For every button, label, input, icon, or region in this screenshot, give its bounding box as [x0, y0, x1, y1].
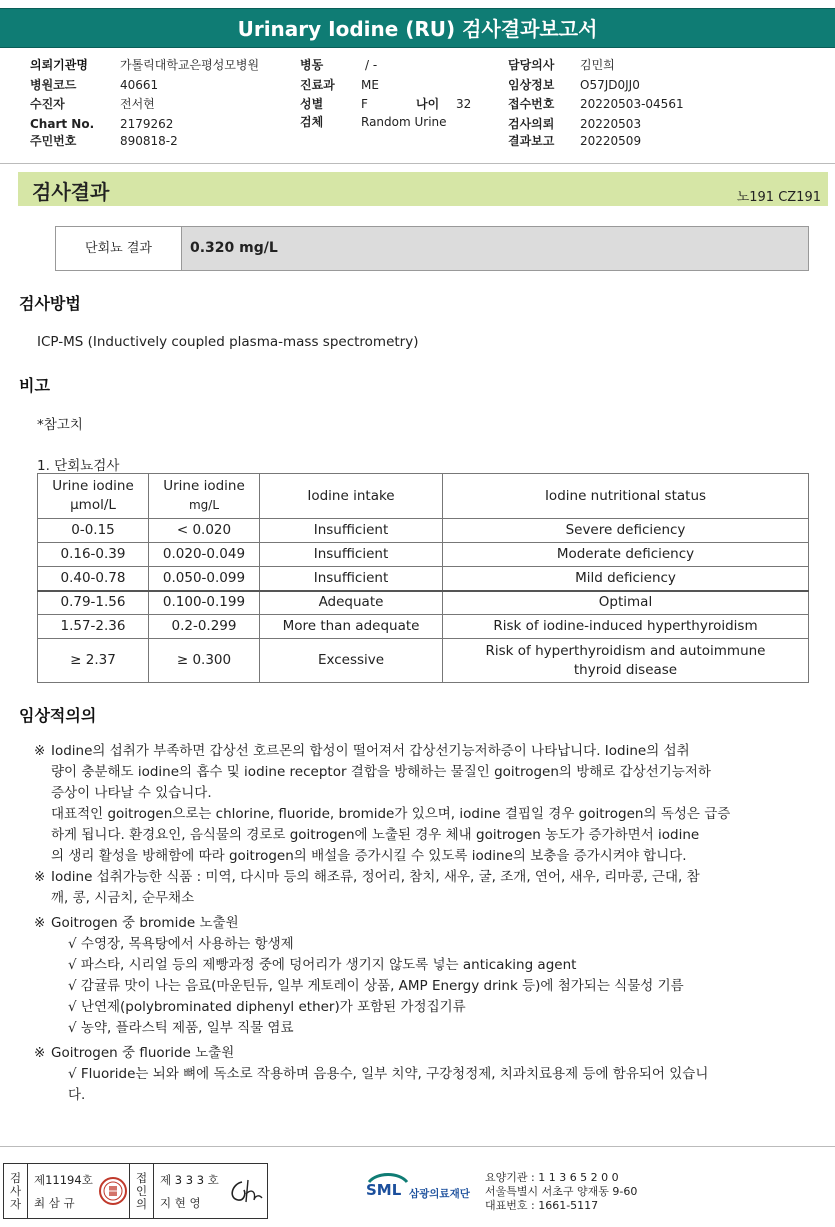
clinical-paragraph-3: ※ Goitrogen 중 bromide 노출원 √ 수영장, 목욕탕에서 사용하는 항생제 √ 파스타, 시리얼 등의 제빵과정 중에 덩어리가 생기지 않도록 넣는 anticaking agent √ 감귤류 맛이 나는 음료(마운틴듀, 일부 게토레이 상품, AMP Energy drink 등)에 첨가되는 식물성 기름 √ 난연제(polybrominated diphenyl ether)가 포함된 가정집기류 √ 농약, 플라스틱 제품, 일부 직물 염료	[34, 913, 794, 1039]
cell: Moderate deficiency	[443, 543, 809, 567]
list-item: √ 파스타, 시리얼 등의 제빵과정 중에 덩어리가 생기지 않도록 넣는 anticaking agent	[68, 957, 577, 973]
cell: Risk of hyperthyroidism and autoimmune thyroid disease	[443, 639, 809, 683]
clinical-paragraph-2: ※ Iodine 섭취가능한 식품 : 미역, 다시마 등의 해조류, 정어리, 참치, 새우, 굴, 조개, 연어, 새우, 리마콩, 근대, 참 깨, 콩, 시금치, 순무채소	[34, 869, 700, 906]
ward-value: / -	[365, 58, 378, 72]
sex-label: 성별	[300, 97, 324, 111]
table-title: 1. 단회뇨검사	[37, 458, 120, 474]
header-intake: Iodine intake	[260, 474, 443, 519]
hospital-code-label: 병원코드	[30, 78, 77, 92]
clinical-text	[34, 741, 794, 1106]
hospital-code-value: 40661	[120, 78, 159, 92]
check-icon: √	[68, 1020, 77, 1036]
check-icon: √	[68, 936, 77, 952]
request-value: 20220503	[580, 117, 642, 131]
institution-value: 가톨릭대학교은평성모병원	[120, 58, 260, 72]
cell: 1.57-2.36	[38, 615, 149, 639]
list-item: √ Fluoride는 뇌와 뼈에 독소로 작용하며 음용수, 일부 치약, 구강청정제, 치과치료용제 등에 함유되어 있습니	[68, 1066, 709, 1082]
lab-code: 요양기관 : 1 1 3 6 5 2 0 0	[485, 1171, 619, 1184]
clinical-label: 임상정보	[508, 78, 555, 92]
cell: Adequate	[260, 591, 443, 615]
signature-icon	[220, 1164, 267, 1218]
doctor-label: 담당의사	[508, 58, 555, 72]
sex-value: F	[361, 97, 368, 111]
list-item: √ 농약, 플라스틱 제품, 일부 직물 염료	[68, 1020, 294, 1036]
clinical-value: O57JD0JJ0	[580, 78, 640, 92]
list-item: 다.	[68, 1087, 86, 1103]
check-icon: √	[68, 957, 77, 973]
chart-label: Chart No.	[30, 117, 95, 131]
cell: Risk of iodine-induced hyperthyroidism	[443, 615, 809, 639]
chart-no: 2179262	[120, 117, 174, 131]
dept-label: 진료과	[300, 78, 335, 92]
inspector-name: 최 삼 규	[34, 1195, 75, 1210]
table-header-row	[38, 474, 809, 519]
clinical-paragraph-1: ※ Iodine의 섭취가 부족하면 갑상선 호르몬의 합성이 떨어져서 갑상선기능저하증이 나타납니다. Iodine의 섭취 량이 충분해도 iodine의 흡수 및 iodine receptor 결합을 방해하는 물질인 goitrogen의 방해로 갑상선기능저하 증상이 나타날 수 있습니다. 대표적인 goitrogen으로는 chlorine, fluoride, bromide가 있으며, iodine 결핍일 경우 goitrogen의 독성은 급증 하게 됩니다. 환경요인, 음식물의 경로로 goitrogen에 노출된 경우 체내 goitrogen 농도가 증가하면서 iodine 의 생리 활성을 방해함에 따라 goitrogen의 배설을 증가시킬 수 있도록 iodine의 보충을 증가시켜야 합니다.	[34, 743, 731, 864]
reference-label: *참고치	[37, 417, 83, 433]
header-status: Iodine nutritional status	[443, 474, 809, 519]
patient-name: 전서현	[120, 97, 155, 111]
result-box	[55, 226, 809, 271]
id-label: 주민번호	[30, 134, 77, 148]
header-mgl: Urine iodine mg/L	[149, 474, 260, 519]
inspector-no: 제11194호	[34, 1172, 93, 1187]
cell: 0.050-0.099	[149, 567, 260, 591]
cell: 0.16-0.39	[38, 543, 149, 567]
result-value: 0.320 mg/L	[182, 227, 808, 270]
table-row	[38, 567, 809, 591]
check-icon: √	[68, 1066, 77, 1082]
list-item: √ 수영장, 목욕탕에서 사용하는 항생제	[68, 936, 294, 952]
list-item: √ 감귤류 맛이 나는 음료(마운틴듀, 일부 게토레이 상품, AMP Energy drink 등)에 첨가되는 식물성 기름	[68, 978, 684, 994]
cell: 0.40-0.78	[38, 567, 149, 591]
age-value: 32	[456, 97, 472, 111]
cell: More than adequate	[260, 615, 443, 639]
cell: Severe deficiency	[443, 519, 809, 543]
doctor-value: 김민희	[580, 58, 615, 72]
doctor-block	[154, 1164, 220, 1218]
signature-box	[3, 1163, 268, 1219]
cell: Excessive	[260, 639, 443, 683]
dept-value: ME	[361, 78, 379, 92]
table-row	[38, 519, 809, 543]
cell: ≥ 0.300	[149, 639, 260, 683]
cell: Mild deficiency	[443, 567, 809, 591]
lab-logo	[365, 1170, 483, 1206]
reference-mark-icon: ※	[34, 1045, 46, 1061]
specimen-label: 검체	[300, 115, 324, 129]
cell: Optimal	[443, 591, 809, 615]
cell: 0.2-0.299	[149, 615, 260, 639]
doctor-vertical-label: 접 인 의	[130, 1164, 154, 1218]
clinical-title: 임상적의의	[19, 706, 97, 725]
doctor-no: 제 3 3 3 호	[160, 1172, 219, 1187]
lab-address: 서울특별시 서초구 양재동 9-60	[485, 1185, 638, 1198]
report-date-value: 20220509	[580, 134, 642, 148]
footer-divider	[0, 1146, 835, 1147]
lab-logo-text: SML	[366, 1181, 402, 1199]
receipt-value: 20220503-04561	[580, 97, 684, 111]
header-divider	[0, 163, 835, 164]
inspector-block	[28, 1164, 96, 1218]
cell: 0.020-0.049	[149, 543, 260, 567]
reference-mark-icon: ※	[34, 915, 46, 931]
patient-label: 수진자	[30, 97, 65, 111]
cell: 0-0.15	[38, 519, 149, 543]
lab-phone: 대표번호 : 1661-5117	[485, 1199, 599, 1212]
specimen-value: Random Urine	[361, 115, 447, 129]
lab-info	[485, 1171, 637, 1213]
reference-table	[37, 473, 809, 683]
method-title: 검사방법	[19, 294, 81, 313]
cell: 0.79-1.56	[38, 591, 149, 615]
cell: 0.100-0.199	[149, 591, 260, 615]
check-icon: √	[68, 999, 77, 1015]
seal-icon	[96, 1164, 130, 1218]
table-row	[38, 543, 809, 567]
cell: ≥ 2.37	[38, 639, 149, 683]
cell: < 0.020	[149, 519, 260, 543]
report-title: Urinary Iodine (RU) 검사결과보고서	[0, 8, 835, 48]
clinical-paragraph-4: ※ Goitrogen 중 fluoride 노출원 √ Fluoride는 뇌와 뼈에 독소로 작용하며 음용수, 일부 치약, 구강청정제, 치과치료용제 등에 함유되어 있습니 다.	[34, 1043, 794, 1106]
header-umol: Urine iodine μmol/L	[38, 474, 149, 519]
cell: Insufficient	[260, 519, 443, 543]
cell: Insufficient	[260, 567, 443, 591]
label: 의뢰기관명	[30, 58, 88, 72]
reference-mark-icon: ※	[34, 743, 46, 759]
table-row	[38, 591, 809, 615]
receipt-label: 접수번호	[508, 97, 555, 111]
info-institution	[30, 58, 88, 72]
ward-label: 병동	[300, 58, 324, 72]
request-label: 검사의뢰	[508, 117, 555, 131]
lab-name: 삼광의료재단	[409, 1188, 470, 1200]
cell: Insufficient	[260, 543, 443, 567]
table-row	[38, 615, 809, 639]
id-no: 890818-2	[120, 134, 178, 148]
report-date-label: 결과보고	[508, 134, 555, 148]
age-label: 나이	[416, 97, 440, 111]
method-text: ICP-MS (Inductively coupled plasma-mass spectrometry)	[37, 334, 419, 350]
remarks-title: 비고	[19, 376, 50, 395]
inspector-vertical-label: 검 사 자	[4, 1164, 28, 1218]
doctor-name: 지 현 영	[160, 1195, 201, 1210]
result-section-bar	[18, 172, 828, 206]
test-code: 노191 CZ191	[736, 190, 821, 205]
reference-mark-icon: ※	[34, 869, 46, 885]
result-section-title: 검사결과	[32, 180, 110, 204]
check-icon: √	[68, 978, 77, 994]
result-label: 단회뇨 결과	[56, 227, 182, 270]
table-row	[38, 639, 809, 683]
list-item: √ 난연제(polybrominated diphenyl ether)가 포함된 가정집기류	[68, 999, 466, 1015]
